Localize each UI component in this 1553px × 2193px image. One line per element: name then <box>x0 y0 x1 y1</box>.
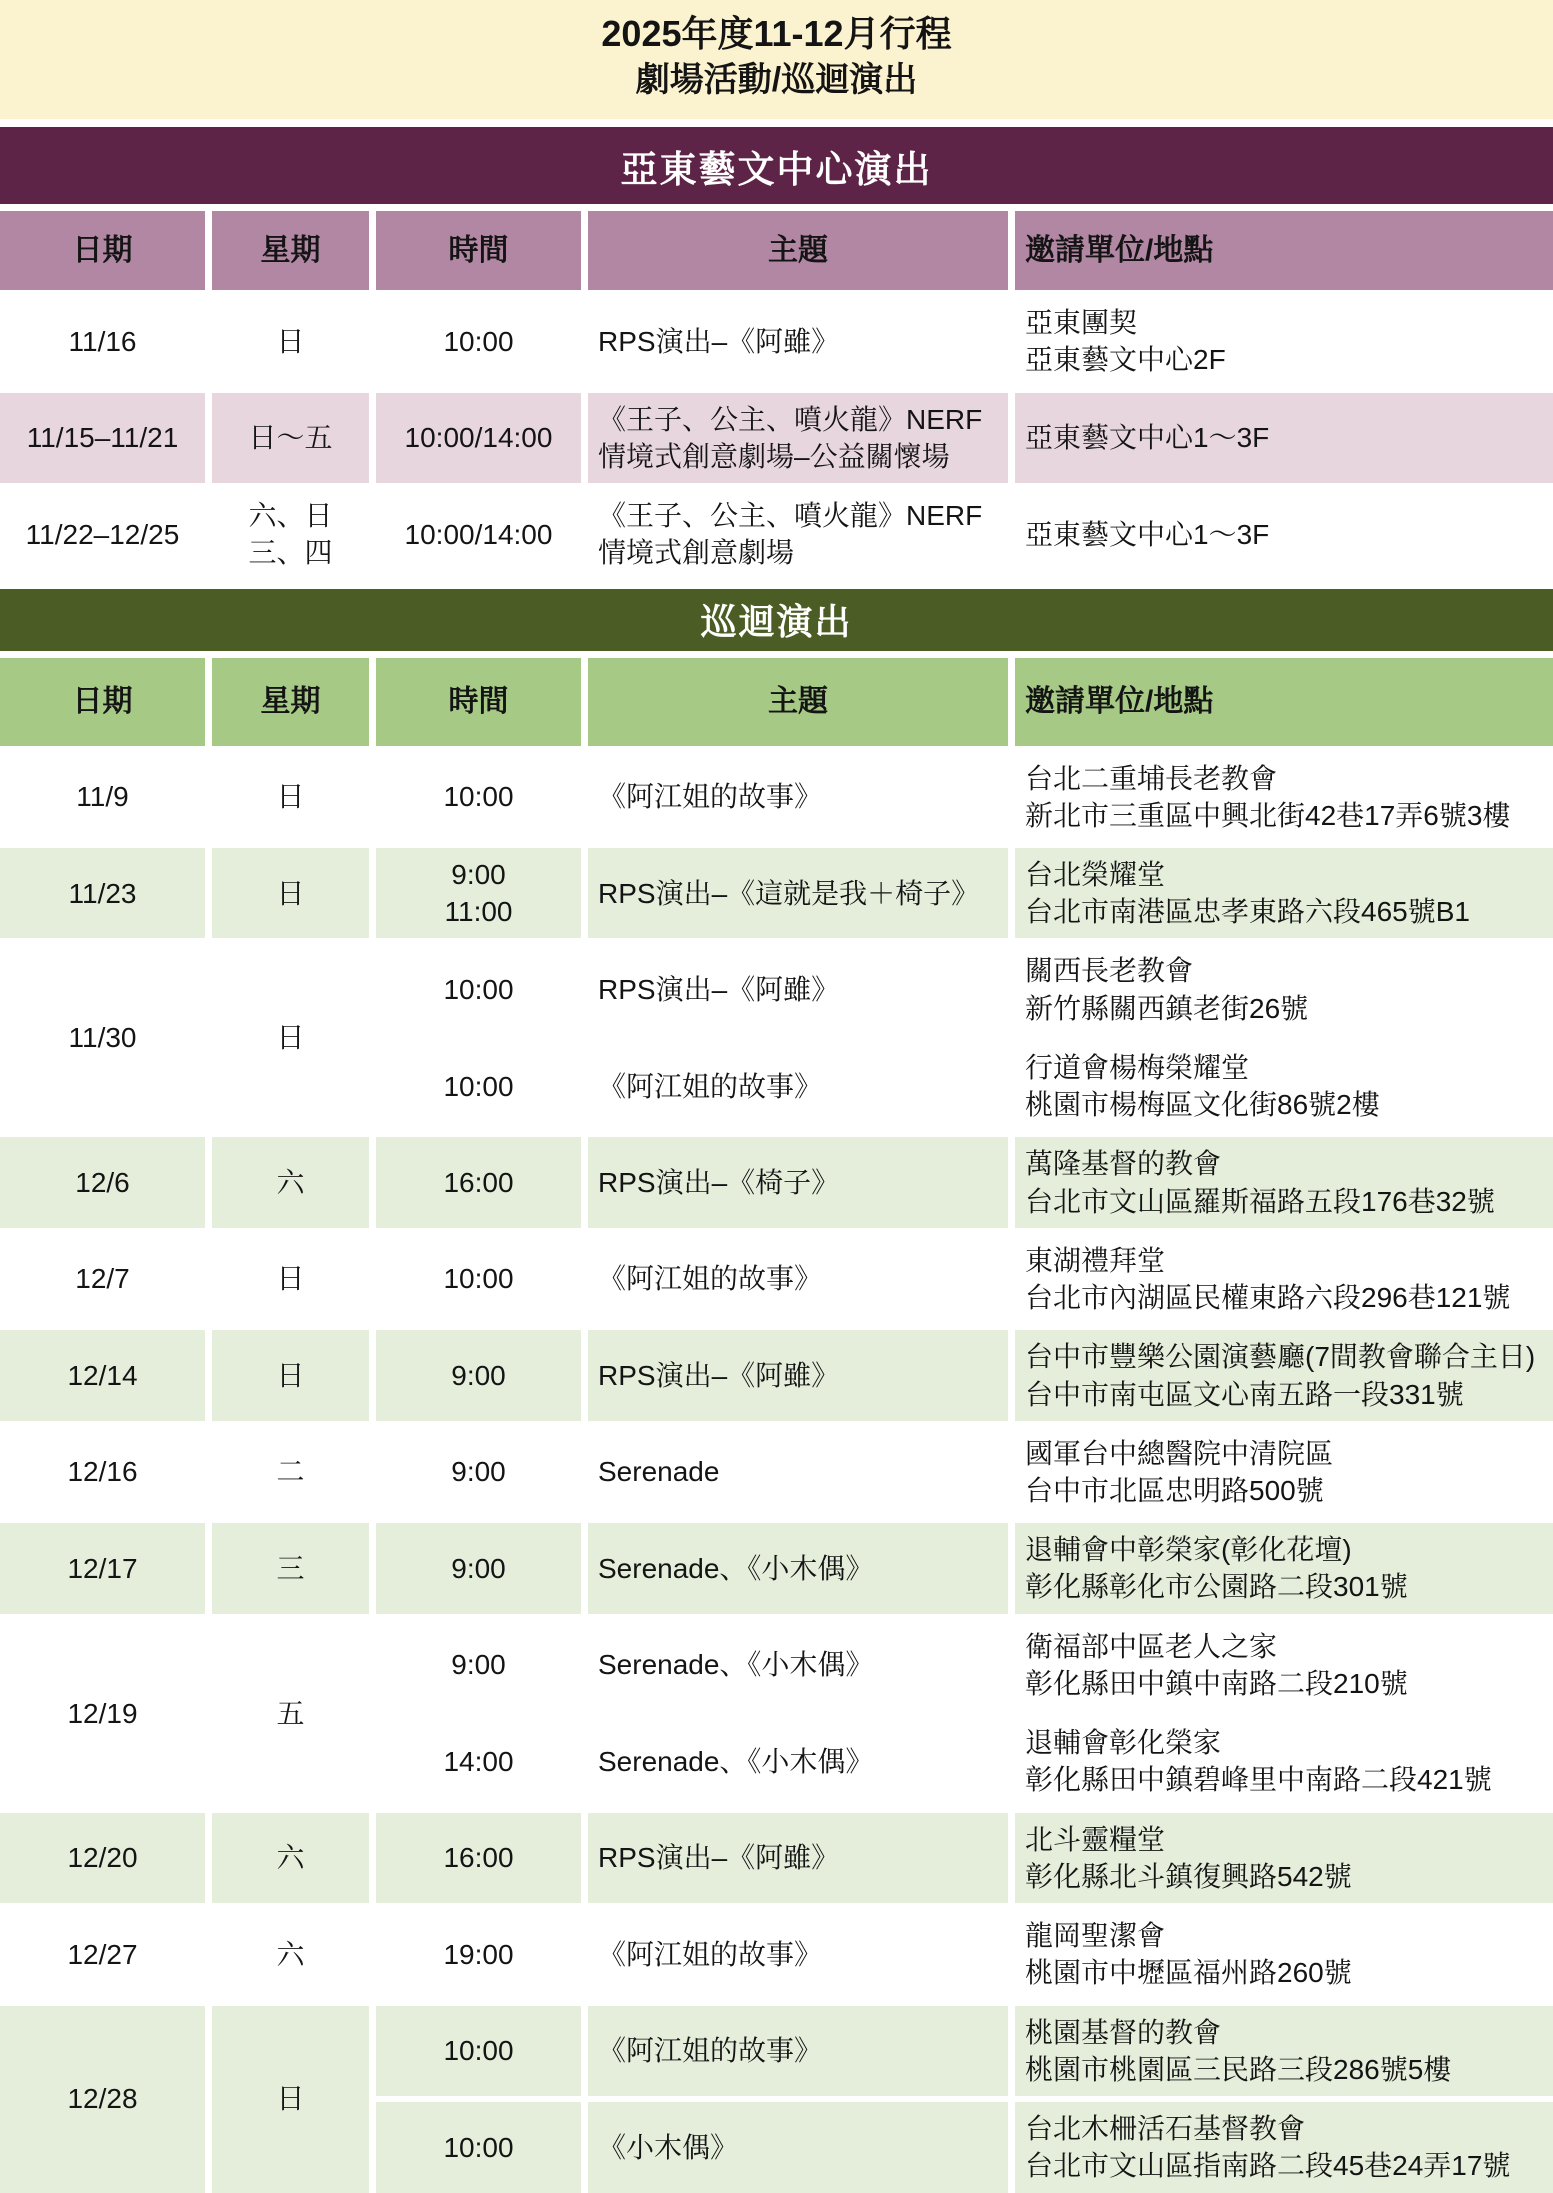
time-cell-line: 10:00/14:00 <box>404 422 553 454</box>
theme-cell-line: RPS演出–《這就是我＋椅子》 <box>598 877 980 909</box>
time-cell-line: 10:00 <box>443 2035 514 2067</box>
date-cell <box>0 489 205 579</box>
theme-cell <box>588 1234 1008 1324</box>
time-cell-line: 10:00 <box>443 1070 514 1102</box>
time-cell <box>376 752 581 842</box>
time-cell <box>376 1909 581 1999</box>
theme-cell-line: 情境式創意劇場 <box>598 537 795 569</box>
theme-cell-line: 《阿江姐的故事》 <box>598 2035 823 2067</box>
weekday-cell-line: 日 <box>276 1263 305 1295</box>
date-cell-line: 12/28 <box>67 2083 138 2115</box>
time-cell-line: 10:00 <box>443 2131 514 2163</box>
place-cell-line: 東湖禮拜堂 <box>1025 1244 1166 1276</box>
place-cell <box>1015 2102 1553 2192</box>
column-header-time: 時間 <box>376 211 581 290</box>
theme-cell-line: RPS演出–《阿雖》 <box>598 1359 840 1391</box>
place-cell <box>1015 1716 1553 1806</box>
place-cell-line: 新竹縣關西鎮老街26號 <box>1025 992 1309 1024</box>
date-cell <box>0 1813 205 1903</box>
place-cell <box>1015 393 1553 483</box>
place-cell <box>1015 1427 1553 1517</box>
weekday-cell <box>212 848 369 938</box>
weekday-cell-line: 六 <box>276 1938 305 1970</box>
column-header-date: 日期 <box>0 658 205 746</box>
weekday-cell-line: 日 <box>276 877 305 909</box>
theme-cell-line: RPS演出–《阿雖》 <box>598 974 840 1006</box>
date-cell <box>0 1137 205 1227</box>
column-header-theme: 主題 <box>588 658 1008 746</box>
place-cell <box>1015 1523 1553 1613</box>
theme-cell <box>588 393 1008 483</box>
tour-performance-table <box>0 658 1553 2193</box>
place-cell-line: 亞東藝文中心1～3F <box>1025 518 1270 550</box>
date-cell-line: 12/16 <box>67 1456 138 1488</box>
place-cell-line: 桃園市桃園區三民路三段286號5樓 <box>1025 2053 1452 2085</box>
theme-cell <box>588 2102 1008 2192</box>
weekday-cell-line: 日～五 <box>248 422 333 454</box>
weekday-cell-line: 三、四 <box>248 537 333 569</box>
time-cell-line: 9:00 <box>451 1552 506 1584</box>
time-cell <box>376 848 581 938</box>
column-header-date: 日期 <box>0 211 205 290</box>
theme-cell-line: RPS演出–《阿雖》 <box>598 1842 840 1874</box>
place-cell-line: 台北榮耀堂 <box>1025 858 1166 890</box>
place-cell-line: 國軍台中總醫院中清院區 <box>1025 1437 1334 1469</box>
weekday-cell-line: 六、日 <box>248 500 333 532</box>
theme-cell-line: 情境式創意劇場–公益關懷場 <box>598 440 950 472</box>
time-cell-line: 14:00 <box>443 1745 514 1777</box>
time-cell <box>376 1716 581 1806</box>
theme-cell-line: Serenade <box>598 1456 720 1488</box>
weekday-cell <box>212 393 369 483</box>
time-cell <box>376 944 581 1034</box>
date-cell <box>0 944 205 1131</box>
place-cell-line: 彰化縣田中鎮碧峰里中南路二段421號 <box>1025 1764 1492 1796</box>
weekday-cell <box>212 489 369 579</box>
time-cell-line: 10:00/14:00 <box>404 518 553 550</box>
time-cell <box>376 1523 581 1613</box>
time-cell <box>376 1813 581 1903</box>
weekday-cell-line: 日 <box>276 1022 305 1054</box>
place-cell-line: 衛福部中區老人之家 <box>1025 1630 1278 1662</box>
place-cell-line: 桃園市楊梅區文化街86號2樓 <box>1025 1089 1380 1121</box>
column-header-theme: 主題 <box>588 211 1008 290</box>
weekday-cell <box>212 944 369 1131</box>
weekday-cell-line: 日 <box>276 781 305 813</box>
weekday-cell-line: 日 <box>276 2083 305 2115</box>
place-cell <box>1015 489 1553 579</box>
weekday-cell-line: 日 <box>276 1359 305 1391</box>
date-cell <box>0 2006 205 2193</box>
place-cell <box>1015 1041 1553 1131</box>
place-cell-line: 台北市內湖區民權東路六段296巷121號 <box>1025 1282 1511 1314</box>
theme-cell-line: Serenade、《小木偶》 <box>598 1745 874 1777</box>
place-cell <box>1015 1909 1553 1999</box>
date-cell-line: 11/22–12/25 <box>25 518 180 550</box>
time-cell <box>376 2006 581 2096</box>
time-cell <box>376 489 581 579</box>
theme-cell-line: 《阿江姐的故事》 <box>598 1263 823 1295</box>
theme-cell-line: 《王子、公主、噴火龍》NERF <box>598 500 983 532</box>
page-header <box>0 0 1553 119</box>
date-cell-line: 11/16 <box>68 325 137 357</box>
date-cell <box>0 1620 205 1807</box>
time-cell <box>376 1427 581 1517</box>
place-cell-line: 亞東團契 <box>1025 307 1138 339</box>
date-cell <box>0 752 205 842</box>
theme-cell <box>588 752 1008 842</box>
weekday-cell <box>212 1137 369 1227</box>
time-cell <box>376 2102 581 2192</box>
weekday-cell <box>212 752 369 842</box>
weekday-cell <box>212 1909 369 1999</box>
section-banner-tour: 巡迴演出 <box>0 589 1553 651</box>
date-cell <box>0 393 205 483</box>
date-cell-line: 11/23 <box>68 877 137 909</box>
theme-cell <box>588 1137 1008 1227</box>
time-cell-line: 10:00 <box>443 781 514 813</box>
weekday-cell <box>212 1330 369 1420</box>
date-cell-line: 12/27 <box>67 1938 138 1970</box>
time-cell-line: 10:00 <box>443 325 514 357</box>
section-banner-venue: 亞東藝文中心演出 <box>0 127 1553 204</box>
date-cell <box>0 1523 205 1613</box>
theme-cell <box>588 1716 1008 1806</box>
theme-cell-line: 《小木偶》 <box>598 2131 739 2163</box>
place-cell-line: 桃園基督的教會 <box>1025 2016 1222 2048</box>
date-cell-line: 11/9 <box>76 781 129 813</box>
place-cell-line: 彰化縣田中鎮中南路二段210號 <box>1025 1667 1408 1699</box>
time-cell-line: 9:00 <box>451 1359 506 1391</box>
column-header-time: 時間 <box>376 658 581 746</box>
place-cell <box>1015 752 1553 842</box>
weekday-cell <box>212 2006 369 2193</box>
theme-cell-line: 《王子、公主、噴火龍》NERF <box>598 403 983 435</box>
theme-cell <box>588 848 1008 938</box>
weekday-cell <box>212 1234 369 1324</box>
place-cell-line: 台北市南港區忠孝東路六段465號B1 <box>1025 896 1470 928</box>
date-cell-line: 12/17 <box>67 1552 138 1584</box>
theme-cell <box>588 1427 1008 1517</box>
weekday-cell-line: 五 <box>276 1697 305 1729</box>
place-cell-line: 關西長老教會 <box>1025 955 1194 987</box>
date-cell-line: 12/7 <box>75 1263 130 1295</box>
place-cell-line: 新北市三重區中興北街42巷17弄6號3樓 <box>1025 799 1511 831</box>
weekday-cell-line: 六 <box>276 1166 305 1198</box>
time-cell <box>376 393 581 483</box>
place-cell <box>1015 1813 1553 1903</box>
place-cell <box>1015 296 1553 386</box>
venue-performance-table <box>0 211 1553 579</box>
place-cell-line: 彰化縣北斗鎮復興路542號 <box>1025 1860 1352 1892</box>
place-cell-line: 龍岡聖潔會 <box>1025 1920 1166 1952</box>
date-cell <box>0 296 205 386</box>
place-cell-line: 退輔會彰化榮家 <box>1025 1727 1222 1759</box>
time-cell-line: 16:00 <box>443 1842 514 1874</box>
theme-cell <box>588 944 1008 1034</box>
date-cell-line: 12/6 <box>75 1166 130 1198</box>
theme-cell <box>588 1523 1008 1613</box>
date-cell-line: 11/30 <box>68 1022 137 1054</box>
column-header-weekday: 星期 <box>212 211 369 290</box>
place-cell <box>1015 1137 1553 1227</box>
time-cell-line: 9:00 <box>451 858 506 890</box>
place-cell-line: 彰化縣彰化市公園路二段301號 <box>1025 1571 1408 1603</box>
theme-cell <box>588 1330 1008 1420</box>
time-cell <box>376 1041 581 1131</box>
place-cell-line: 台北市文山區羅斯福路五段176巷32號 <box>1025 1185 1495 1217</box>
page-subtitle: 劇場活動/巡迴演出 <box>635 60 918 99</box>
theme-cell-line: RPS演出–《椅子》 <box>598 1166 840 1198</box>
theme-cell <box>588 1041 1008 1131</box>
column-header-place: 邀請單位/地點 <box>1015 211 1553 290</box>
time-cell <box>376 1620 581 1710</box>
page-title: 2025年度11-12月行程 <box>601 13 952 54</box>
date-cell <box>0 1909 205 1999</box>
time-cell-line: 9:00 <box>451 1649 506 1681</box>
place-cell-line: 亞東藝文中心2F <box>1025 344 1226 376</box>
theme-cell-line: 《阿江姐的故事》 <box>598 1938 823 1970</box>
time-cell <box>376 1330 581 1420</box>
theme-cell <box>588 2006 1008 2096</box>
place-cell-line: 萬隆基督的教會 <box>1025 1148 1222 1180</box>
theme-cell-line: 《阿江姐的故事》 <box>598 1070 823 1102</box>
time-cell-line: 10:00 <box>443 1263 514 1295</box>
weekday-cell <box>212 1620 369 1807</box>
place-cell <box>1015 2006 1553 2096</box>
weekday-cell-line: 三 <box>276 1552 305 1584</box>
place-cell <box>1015 848 1553 938</box>
theme-cell <box>588 296 1008 386</box>
theme-cell <box>588 489 1008 579</box>
weekday-cell <box>212 1813 369 1903</box>
theme-cell-line: 《阿江姐的故事》 <box>598 781 823 813</box>
date-cell <box>0 1427 205 1517</box>
time-cell <box>376 296 581 386</box>
time-cell-line: 9:00 <box>451 1456 506 1488</box>
date-cell-line: 11/15–11/21 <box>26 422 179 454</box>
place-cell-line: 台北二重埔長老教會 <box>1025 762 1278 794</box>
place-cell-line: 桃園市中壢區福州路260號 <box>1025 1957 1352 1989</box>
weekday-cell-line: 六 <box>276 1842 305 1874</box>
weekday-cell <box>212 1427 369 1517</box>
time-cell-line: 10:00 <box>443 974 514 1006</box>
theme-cell <box>588 1813 1008 1903</box>
weekday-cell-line: 二 <box>276 1456 305 1488</box>
place-cell-line: 退輔會中彰榮家(彰化花壇) <box>1025 1534 1352 1566</box>
date-cell <box>0 848 205 938</box>
date-cell <box>0 1330 205 1420</box>
place-cell-line: 台北木柵活石基督教會 <box>1025 2113 1306 2145</box>
theme-cell <box>588 1909 1008 1999</box>
place-cell <box>1015 1620 1553 1710</box>
date-cell-line: 12/20 <box>67 1842 138 1874</box>
column-header-place: 邀請單位/地點 <box>1015 658 1553 746</box>
theme-cell <box>588 1620 1008 1710</box>
weekday-cell <box>212 1523 369 1613</box>
theme-cell-line: Serenade、《小木偶》 <box>598 1649 874 1681</box>
time-cell-line: 19:00 <box>443 1938 514 1970</box>
place-cell-line: 台中市北區忠明路500號 <box>1025 1475 1324 1507</box>
time-cell-line: 11:00 <box>444 896 513 928</box>
place-cell <box>1015 944 1553 1034</box>
place-cell <box>1015 1330 1553 1420</box>
date-cell-line: 12/19 <box>67 1697 138 1729</box>
place-cell-line: 行道會楊梅榮耀堂 <box>1025 1051 1250 1083</box>
weekday-cell <box>212 296 369 386</box>
time-cell-line: 16:00 <box>443 1166 514 1198</box>
time-cell <box>376 1234 581 1324</box>
place-cell-line: 亞東藝文中心1～3F <box>1025 422 1270 454</box>
place-cell-line: 北斗靈糧堂 <box>1025 1823 1166 1855</box>
date-cell <box>0 1234 205 1324</box>
place-cell-line: 台北市文山區指南路二段45巷24弄17號 <box>1025 2150 1511 2182</box>
time-cell <box>376 1137 581 1227</box>
place-cell <box>1015 1234 1553 1324</box>
date-cell-line: 12/14 <box>67 1359 138 1391</box>
weekday-cell-line: 日 <box>276 325 305 357</box>
place-cell-line: 台中市豐樂公園演藝廳(7間教會聯合主日) <box>1025 1341 1536 1373</box>
theme-cell-line: Serenade、《小木偶》 <box>598 1552 874 1584</box>
column-header-weekday: 星期 <box>212 658 369 746</box>
place-cell-line: 台中市南屯區文心南五路一段331號 <box>1025 1378 1464 1410</box>
theme-cell-line: RPS演出–《阿雖》 <box>598 325 840 357</box>
